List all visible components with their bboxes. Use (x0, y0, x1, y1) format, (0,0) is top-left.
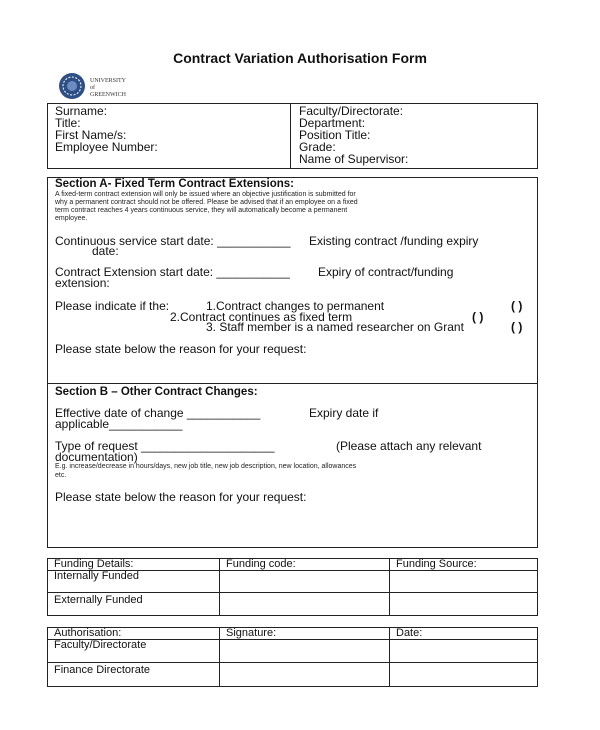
faculty-directorate-label: Faculty/Directorate (48, 640, 220, 663)
expiry-date-label: Expiry date if (309, 406, 379, 420)
date-label: date: (92, 244, 119, 258)
internally-funded-label: Internally Funded (48, 571, 220, 593)
indicate-label: Please indicate if the: (55, 299, 170, 313)
attach-note: (Please attach any relevant (336, 439, 482, 453)
page-title: Contract Variation Authorisation Form (173, 50, 427, 66)
extension-start-field[interactable]: Contract Extension start date: ___________ (55, 265, 290, 279)
finance-signature[interactable] (220, 663, 390, 687)
externally-funded-code[interactable] (220, 593, 390, 616)
externally-funded-label: Externally Funded (48, 593, 220, 616)
externally-funded-source[interactable] (390, 593, 538, 616)
section-a-note-4: employee. (55, 215, 88, 222)
title-label: Title: (55, 116, 81, 130)
expiry-funding-label: Expiry of contract/funding (318, 265, 454, 279)
faculty-signature[interactable] (220, 640, 390, 663)
logo-text-1: UNIVERSITY (90, 78, 126, 84)
employee-number-label: Employee Number: (55, 140, 158, 154)
finance-directorate-label: Finance Directorate (48, 663, 220, 687)
faculty-date[interactable] (390, 640, 538, 663)
continuous-start-field[interactable]: Continuous service start date: ___________ (55, 234, 291, 248)
existing-expiry-label: Existing contract /funding expiry (309, 234, 479, 248)
internally-funded-code[interactable] (220, 571, 390, 593)
example-line-1: E.g. increase/decrease in hours/days, new job title, new job description, new location, allowances (55, 463, 357, 470)
type-of-request-field[interactable]: Type of request ____________________ (55, 439, 275, 453)
section-a-heading: Section A- Fixed Term Contract Extensions: (55, 178, 294, 190)
supervisor-label: Name of Supervisor: (299, 152, 409, 166)
section-b-heading: Section B – Other Contract Changes: (55, 386, 258, 398)
funding-code-header: Funding code: (220, 559, 390, 571)
option-named-researcher: 3. Staff member is a named researcher on Grant (206, 320, 464, 334)
internally-funded-source[interactable] (390, 571, 538, 593)
authorisation-header: Authorisation: (48, 628, 220, 640)
option-fixed-term: 2.Contract continues as fixed term (170, 310, 353, 324)
university-logo (58, 72, 148, 102)
date-header: Date: (390, 628, 538, 640)
checkbox-permanent[interactable]: ( ) (511, 299, 523, 313)
funding-source-header: Funding Source: (390, 559, 538, 571)
surname-label: Surname: (55, 104, 108, 118)
effective-date-field[interactable]: Effective date of change ___________ (55, 406, 261, 420)
funding-table (47, 558, 538, 616)
section-a-reason-label: Please state below the reason for your request: (55, 342, 307, 356)
logo-text-3: GREENWICH (90, 92, 126, 98)
section-a-note-2: why a permanent contract should not be offered. Please be advised that if an employee on a fixed (55, 199, 358, 206)
signature-header: Signature: (220, 628, 390, 640)
section-a-note-1: A fixed-term contract extension will only be issued where an objective justification is submitted for (55, 191, 356, 198)
checkbox-fixed-term[interactable]: ( ) (472, 310, 484, 324)
department-label: Department: (299, 116, 366, 130)
section-b-reason-label: Please state below the reason for your request: (55, 490, 307, 504)
documentation-label: documentation) (55, 450, 138, 464)
first-name-label: First Name/s: (55, 128, 127, 142)
option-permanent: 1.Contract changes to permanent (206, 299, 385, 313)
crest-icon (58, 72, 86, 100)
logo-text-2: of (90, 85, 95, 91)
faculty-label: Faculty/Directorate: (299, 104, 404, 118)
example-line-2: etc. (55, 472, 67, 479)
section-a-note-3: term contract reaches 4 years continuous service, they will automatically become a permanent (55, 207, 348, 214)
authorisation-table (47, 627, 538, 687)
finance-date[interactable] (390, 663, 538, 687)
checkbox-researcher[interactable]: ( ) (511, 320, 523, 334)
grade-label: Grade: (299, 140, 336, 154)
applicable-field[interactable]: applicable___________ (55, 417, 183, 431)
extension-label: extension: (55, 276, 110, 290)
position-title-label: Position Title: (299, 128, 371, 142)
funding-details-header: Funding Details: (48, 559, 220, 571)
